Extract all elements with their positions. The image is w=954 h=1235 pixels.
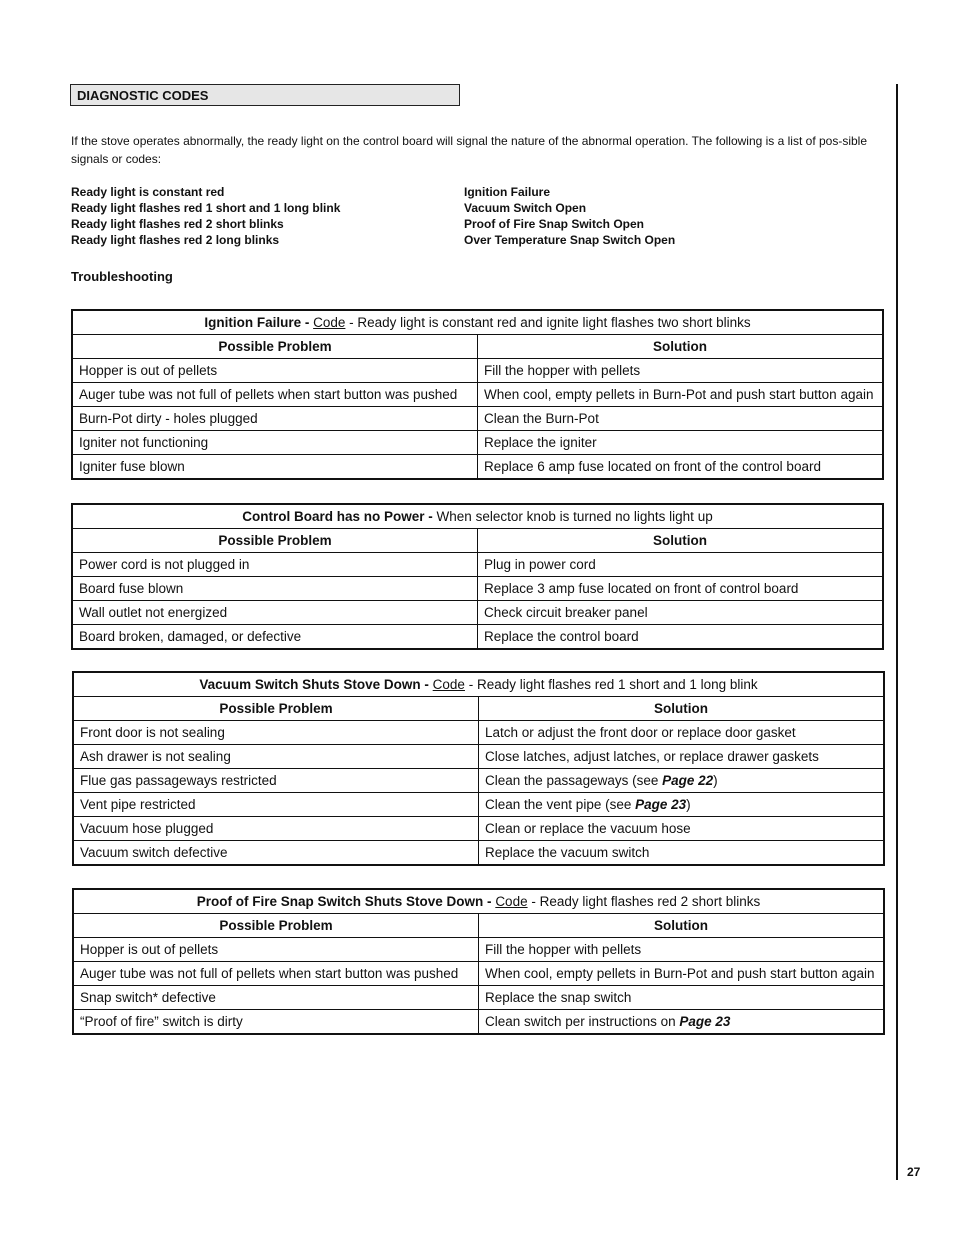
code-meaning: Proof of Fire Snap Switch Open <box>464 217 645 231</box>
table-row: Hopper is out of pellets Fill the hopper with pellets <box>72 359 883 383</box>
code-row <box>71 232 885 248</box>
troubleshooting-table-vacuum <box>72 671 885 866</box>
code-meaning: Ignition Failure <box>464 185 550 199</box>
table-row: Board broken, damaged, or defective Replace the control board <box>72 625 883 650</box>
page-reference: Page 22 <box>662 773 714 788</box>
table-row: Wall outlet not energized Check circuit breaker panel <box>72 601 883 625</box>
table-row: Hopper is out of pellets Fill the hopper with pellets <box>73 938 884 962</box>
table-row: Board fuse blown Replace 3 amp fuse located on front of control board <box>72 577 883 601</box>
code-row <box>71 200 885 216</box>
code-meaning: Vacuum Switch Open <box>464 201 587 215</box>
section-title: DIAGNOSTIC CODES <box>70 84 460 106</box>
code-row <box>71 184 885 200</box>
table-row: Flue gas passageways restricted Clean the passageways (see Page 22) <box>73 769 884 793</box>
table-row: Auger tube was not full of pellets when start button was pushed When cool, empty pellets in Burn-Pot and push start button again <box>73 962 884 986</box>
column-header-problem: Possible Problem <box>72 335 478 359</box>
column-header-solution: Solution <box>479 697 885 721</box>
table-row: Vacuum switch defective Replace the vacuum switch <box>73 841 884 866</box>
table-row: Igniter fuse blown Replace 6 amp fuse located on front of the control board <box>72 455 883 480</box>
table-title: Ignition Failure - Code - Ready light is constant red and ignite light flashes two short blinks <box>72 310 883 335</box>
column-header-problem: Possible Problem <box>73 914 479 938</box>
right-margin-rule <box>896 84 898 1180</box>
table-title: Proof of Fire Snap Switch Shuts Stove Down - Code - Ready light flashes red 2 short blinks <box>73 889 884 914</box>
table-row: Front door is not sealing Latch or adjust the front door or replace door gasket <box>73 721 884 745</box>
code-signal: Ready light is constant red <box>71 185 225 199</box>
page-reference: Page 23 <box>635 797 687 812</box>
troubleshooting-heading: Troubleshooting <box>71 269 173 284</box>
table-row: Auger tube was not full of pellets when start button was pushed When cool, empty pellets in Burn-Pot and push start button again <box>72 383 883 407</box>
table-title: Control Board has no Power - When selector knob is turned no lights light up <box>72 504 883 529</box>
page-reference: Page 23 <box>679 1014 731 1029</box>
intro-text: If the stove operates abnormally, the ready light on the control board will signal the nature of the abnormal operation. The following is a list of pos-sible signals or codes: <box>71 134 868 166</box>
table-row: Vacuum hose plugged Clean or replace the vacuum hose <box>73 817 884 841</box>
code-row <box>71 216 885 232</box>
page-number: 27 <box>907 1165 921 1179</box>
table-row: Power cord is not plugged in Plug in power cord <box>72 553 883 577</box>
table-title: Vacuum Switch Shuts Stove Down - Code - Ready light flashes red 1 short and 1 long blink <box>73 672 884 697</box>
table-row: Ash drawer is not sealing Close latches, adjust latches, or replace drawer gaskets <box>73 745 884 769</box>
column-header-solution: Solution <box>478 335 884 359</box>
table-row: “Proof of fire” switch is dirty Clean switch per instructions on Page 23 <box>73 1010 884 1035</box>
code-signal: Ready light flashes red 2 short blinks <box>71 217 284 231</box>
troubleshooting-table-power <box>71 503 884 650</box>
table-row: Snap switch* defective Replace the snap switch <box>73 986 884 1010</box>
code-signal: Ready light flashes red 1 short and 1 long blink <box>71 201 341 215</box>
code-list <box>71 184 885 248</box>
column-header-solution: Solution <box>478 529 884 553</box>
troubleshooting-table-proof-of-fire <box>72 888 885 1035</box>
column-header-solution: Solution <box>479 914 885 938</box>
column-header-problem: Possible Problem <box>72 529 478 553</box>
table-row: Igniter not functioning Replace the igniter <box>72 431 883 455</box>
code-signal: Ready light flashes red 2 long blinks <box>71 233 280 247</box>
table-row: Vent pipe restricted Clean the vent pipe (see Page 23) <box>73 793 884 817</box>
troubleshooting-table-ignition <box>71 309 884 480</box>
table-row: Burn-Pot dirty - holes plugged Clean the Burn-Pot <box>72 407 883 431</box>
column-header-problem: Possible Problem <box>73 697 479 721</box>
code-meaning: Over Temperature Snap Switch Open <box>464 233 676 247</box>
